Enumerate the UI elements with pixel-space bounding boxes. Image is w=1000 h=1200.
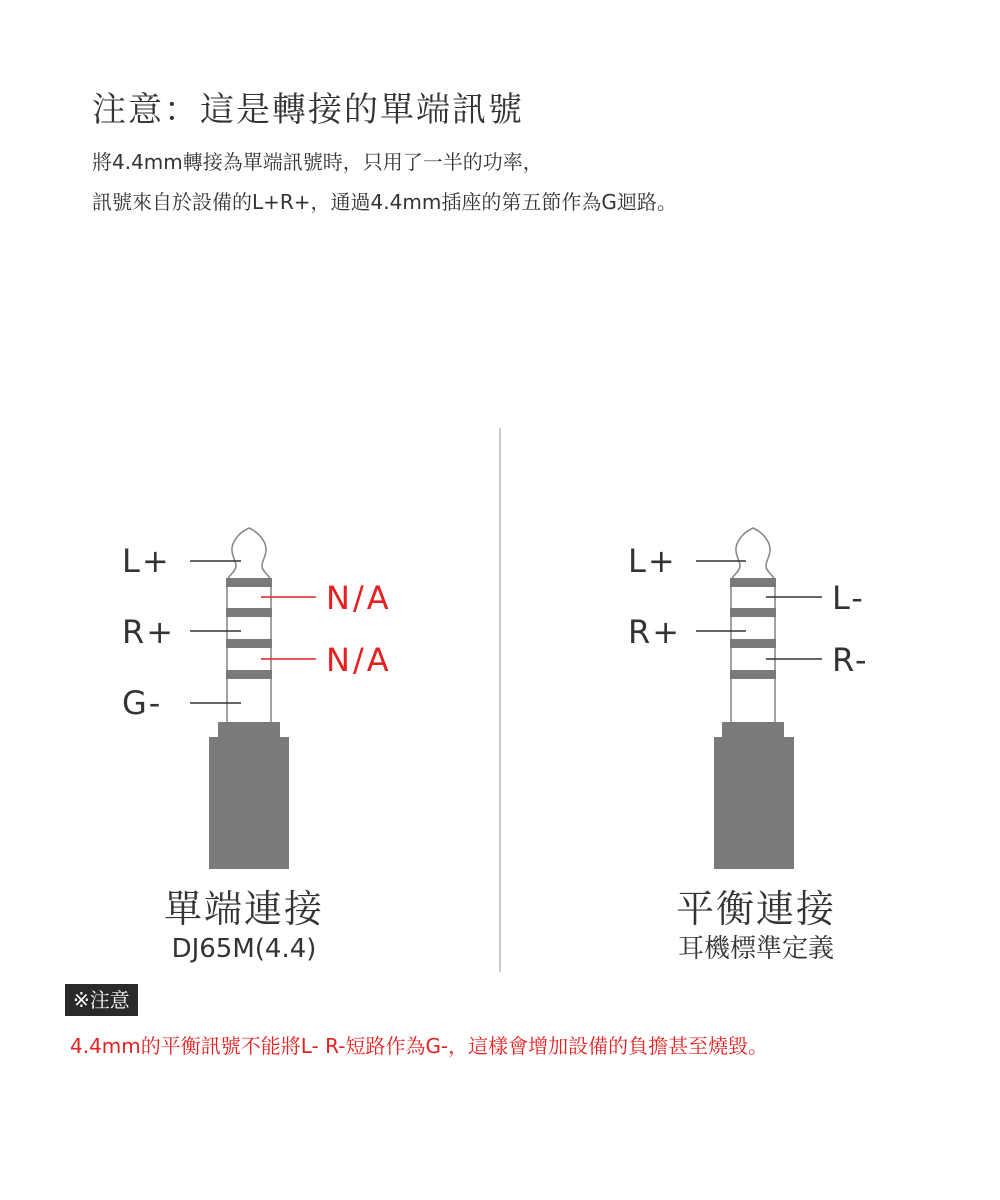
left-plug-ring-2 xyxy=(226,608,272,617)
right-caption-title: 平衡連接 xyxy=(675,887,836,931)
left-label-r-plus: R+ xyxy=(122,613,176,651)
warning-note: 4.4mm的平衡訊號不能將L- R-短路作為G-，這樣會增加設備的負擔甚至燒毀。 xyxy=(70,1034,769,1058)
left-label-na-1: N/A xyxy=(326,579,392,617)
left-label-g-minus: G- xyxy=(122,684,163,722)
left-caption-sub: DJ65M(4.4) xyxy=(171,934,317,964)
left-plug-ring-4 xyxy=(226,670,272,679)
intro-line-2: 訊號來自於設備的L+R+，通過4.4mm插座的第五節作為G迴路。 xyxy=(92,190,677,214)
right-label-r-minus: R- xyxy=(832,641,869,679)
right-plug xyxy=(628,528,868,869)
left-plug-body xyxy=(209,737,289,869)
page-title: 注意：這是轉接的單端訊號 xyxy=(92,90,524,130)
left-plug-ring-3 xyxy=(226,639,272,648)
right-label-r-plus: R+ xyxy=(628,613,682,651)
left-caption xyxy=(144,886,344,966)
right-plug-ring-2 xyxy=(730,608,776,617)
right-label-l-plus: L+ xyxy=(628,542,677,580)
right-plug-body xyxy=(714,737,794,869)
left-caption-title: 單端連接 xyxy=(163,887,324,931)
left-plug-ring-1 xyxy=(226,578,272,587)
note-badge: ※注意 xyxy=(65,984,138,1016)
right-label-l-minus: L- xyxy=(832,579,865,617)
left-plug-collar xyxy=(218,722,280,738)
intro-line-1: 將4.4mm轉接為單端訊號時，只用了一半的功率， xyxy=(92,150,543,174)
right-caption-sub: 耳機標準定義 xyxy=(677,934,834,964)
left-label-l-plus: L+ xyxy=(122,542,171,580)
right-plug-collar xyxy=(722,722,784,738)
left-plug xyxy=(122,528,392,869)
right-plug-ring-4 xyxy=(730,670,776,679)
left-label-na-2: N/A xyxy=(326,641,392,679)
right-plug-ring-1 xyxy=(730,578,776,587)
right-plug-ring-3 xyxy=(730,639,776,648)
right-caption xyxy=(656,886,856,966)
